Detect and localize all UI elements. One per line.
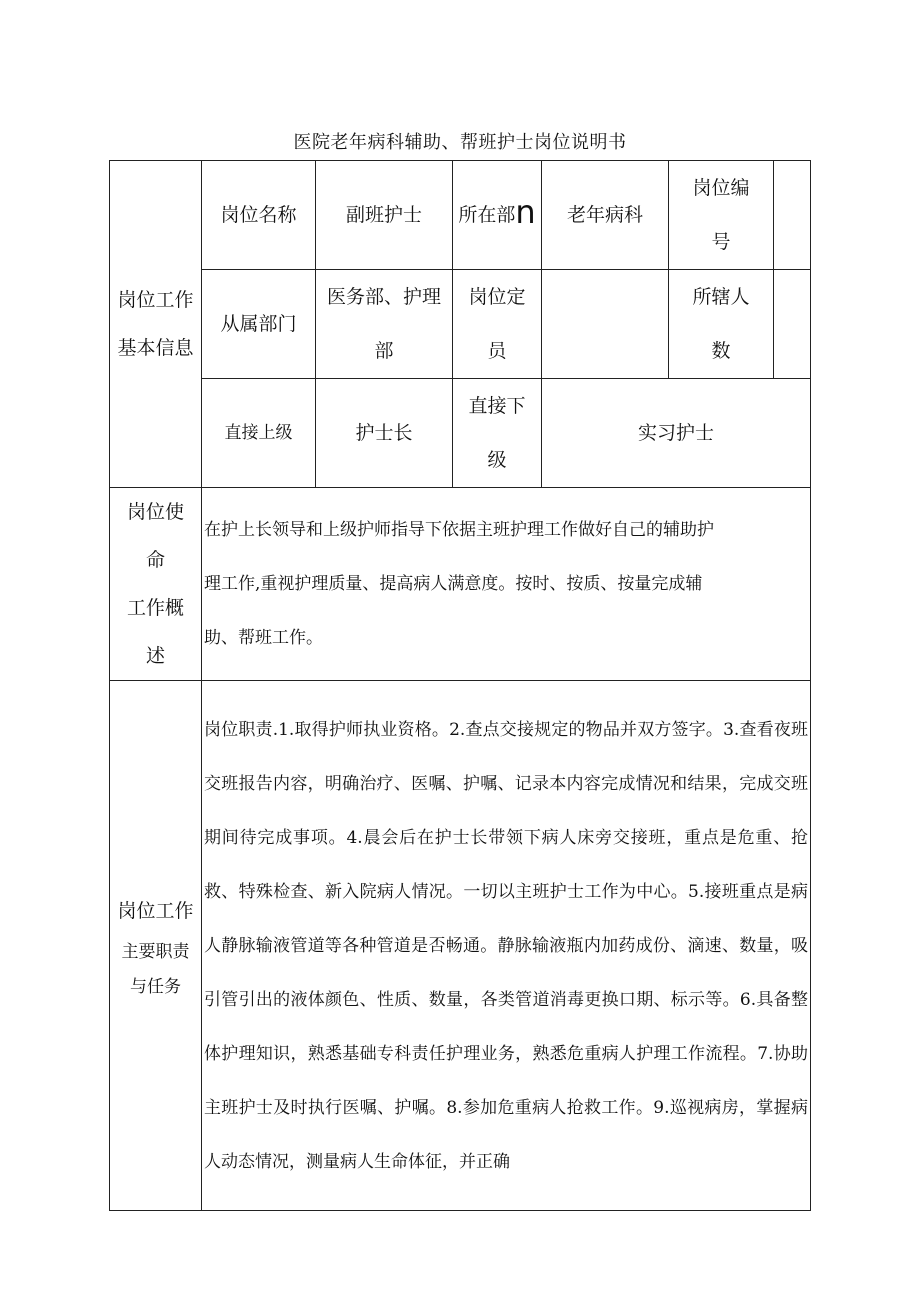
- duties-text-cell: [202, 681, 811, 1211]
- parent-dept-label-cell: [202, 270, 316, 379]
- staffing-label-cell: [453, 270, 542, 379]
- basic-info-section-label: [110, 161, 202, 488]
- dept-label-tail: n: [515, 193, 536, 231]
- duties-label-cell: [110, 681, 202, 1211]
- superior-label: 直接上级: [224, 423, 293, 443]
- post-name-label: 岗位名称: [220, 204, 297, 226]
- document-title: 医院老年病科辅助、帮班护士岗位说明书: [293, 132, 627, 153]
- post-name-value: 副班护士: [345, 204, 422, 226]
- headcount-value-cell: [774, 270, 811, 379]
- basic-info-row-1: [110, 161, 811, 270]
- mission-label-line-3: 工作概: [126, 597, 184, 619]
- mission-text-line-3: 助、帮班工作。: [204, 628, 323, 648]
- dept-label-cell: [453, 161, 542, 270]
- mission-label-cell: [110, 488, 202, 681]
- basic-info-label-line-1: 岗位工作: [117, 289, 194, 311]
- headcount-label-line-2: 数: [711, 340, 731, 362]
- superior-label-cell: [202, 379, 316, 488]
- superior-value-cell: [316, 379, 453, 488]
- subordinate-value-cell: [542, 379, 811, 488]
- post-name-label-cell: [202, 161, 316, 270]
- duties-label-line-2: 主要职责: [121, 941, 190, 962]
- parent-dept-value-line-2: 部: [374, 340, 394, 362]
- dept-value: 老年病科: [566, 204, 643, 226]
- subordinate-label-line-2: 级: [487, 449, 507, 471]
- job-description-table: [109, 160, 811, 1211]
- subordinate-value: 实习护士: [637, 422, 714, 444]
- mission-text-cell: [202, 488, 811, 681]
- basic-info-label-line-2: 基本信息: [117, 337, 194, 359]
- staffing-label-line-2: 员: [487, 340, 507, 362]
- subordinate-label-cell: [453, 379, 542, 488]
- mission-text-line-2: 理工作,重视护理质量、提高病人满意度。按时、按质、按量完成辅: [204, 574, 703, 594]
- post-no-label-line-1: 岗位编: [692, 177, 750, 199]
- post-no-value-cell: [774, 161, 811, 270]
- subordinate-label-line-1: 直接下: [468, 395, 526, 417]
- parent-dept-value-cell: [316, 270, 453, 379]
- mission-label-line-4: 述: [145, 645, 165, 667]
- dept-label-text: 所在部: [458, 204, 516, 226]
- parent-dept-label: 从属部门: [220, 313, 297, 335]
- staffing-value-cell: [542, 270, 669, 379]
- dept-label: [453, 188, 541, 242]
- headcount-label-line-1: 所辖人: [692, 286, 750, 308]
- duties-label-line-3: 与任务: [130, 976, 181, 997]
- duties-text: 岗位职责.1.取得护师执业资格。2.查点交接规定的物品并双方签字。3.查看夜班交班报告内容，明确治疗、医嘱、护嘱、记录本内容完成情况和结果，完成交班期间待完成事项。4.晨会后在护士长带领下病人床旁交接班，重点是危重、抢救、特殊检查、新入院病人情况。一切以主班护士工作为中心。5.接班重点是病人静脉输液管道等各种管道是否畅通。静脉输液瓶内加药成份、滴速、数量，吸引管引出的液体颜色、性质、数量，各类管道消毒更换口期、标示等。6.具备整体护理知识，熟悉基础专科责任护理业务，熟悉危重病人护理工作流程。7.协助主班护士及时执行医嘱、护嘱。8.参加危重病人抢救工作。9.巡视病房，掌握病人动态情况，测量病人生命体征，并正确: [204, 719, 808, 1172]
- superior-value: 护士长: [355, 422, 413, 444]
- parent-dept-value-line-1: 医务部、护理: [326, 286, 441, 308]
- post-no-label-cell: [669, 161, 774, 270]
- basic-info-row-3: [110, 379, 811, 488]
- post-name-value-cell: [316, 161, 453, 270]
- mission-label-line-1: 岗位使: [126, 501, 184, 523]
- duties-row: [110, 681, 811, 1211]
- staffing-label-line-1: 岗位定: [468, 286, 526, 308]
- mission-label-line-2: 命: [145, 549, 165, 571]
- duties-label-line-1: 岗位工作: [117, 899, 194, 922]
- mission-text-line-1: 在护上长领导和上级护师指导下依据主班护理工作做好自己的辅助护: [204, 520, 714, 540]
- basic-info-row-2: [110, 270, 811, 379]
- headcount-label-cell: [669, 270, 774, 379]
- post-no-label-line-2: 号: [711, 231, 731, 253]
- mission-row: [110, 488, 811, 681]
- dept-value-cell: [542, 161, 669, 270]
